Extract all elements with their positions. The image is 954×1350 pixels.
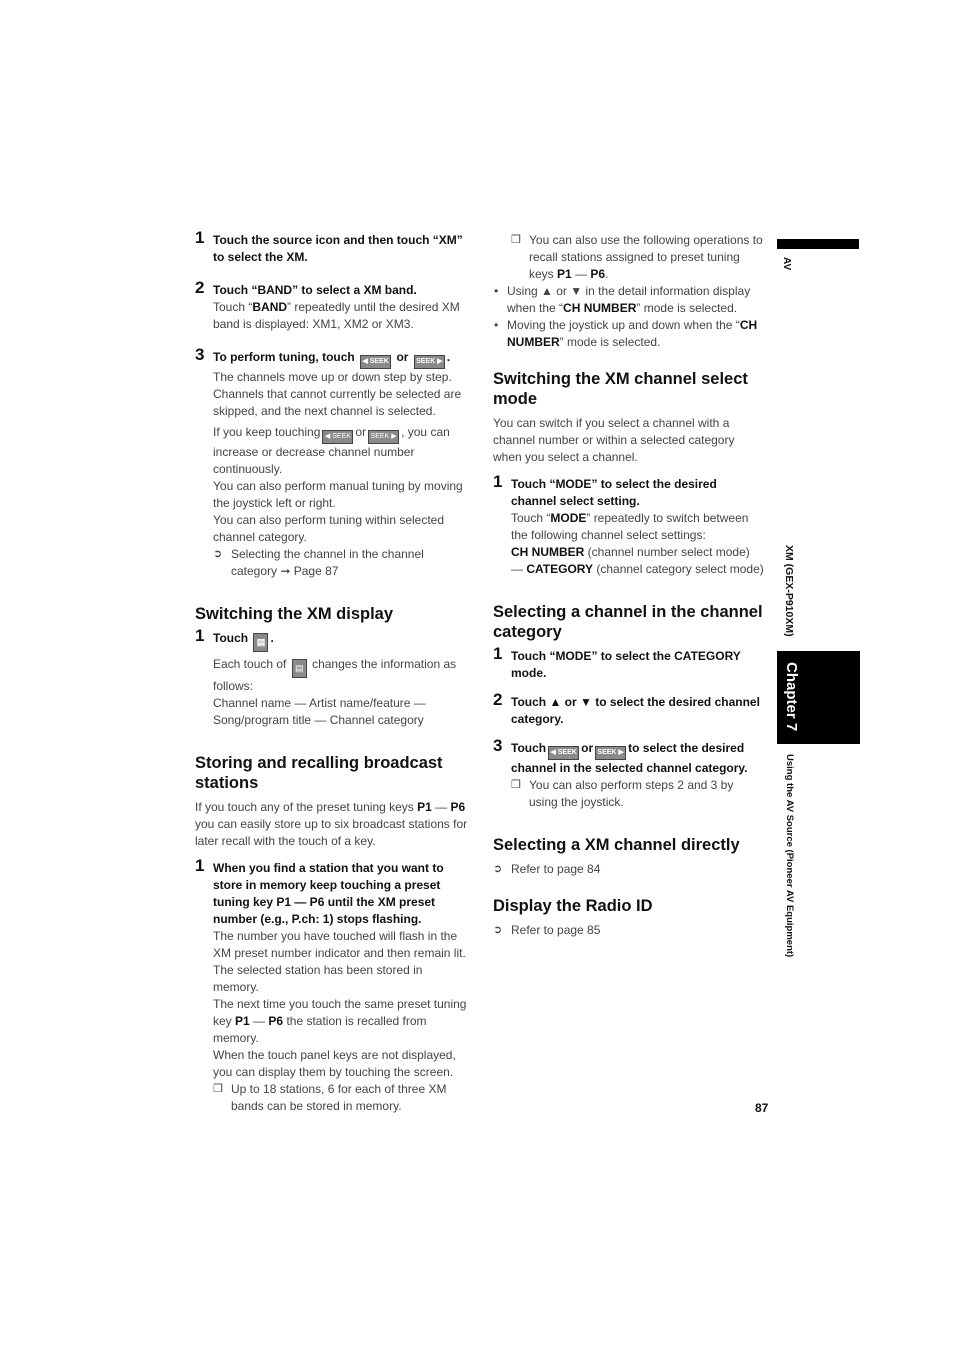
text: If you touch any of the preset tuning keys (195, 800, 414, 814)
step-description: When the touch panel keys are not displayed, you can display them by touching the screen. (213, 1048, 456, 1079)
text: . (446, 350, 451, 364)
seek-back-key-icon: ◀ SEEK (548, 746, 579, 760)
text: or (396, 350, 409, 364)
sidebar-section-label: Using the AV Source (Pioneer AV Equipment) (784, 754, 795, 958)
bullet-item (493, 317, 765, 351)
note-text (529, 233, 763, 281)
preset-key-label: P1 (235, 1014, 250, 1028)
step-number: 1 (195, 856, 205, 875)
text: — (253, 1014, 266, 1028)
section-heading-category: Selecting a channel in the channel category (493, 603, 763, 641)
reference-arrow-icon: ➲ (493, 924, 503, 936)
step-description: The channels move up or down step by step. Channels that cannot currently be selected are skipped, and the next channel is selected. (213, 370, 462, 418)
note-block (493, 232, 765, 283)
text: the station is recalled from memory. (213, 1014, 427, 1045)
section-intro (195, 799, 470, 850)
preset-key-label: P1 (417, 800, 432, 814)
cross-reference (493, 861, 765, 878)
note-box-icon: ❒ (511, 234, 521, 246)
text: Touch “ (511, 511, 551, 525)
step-number: 1 (195, 626, 205, 645)
text: — (575, 267, 588, 281)
display-key-icon: ▤ (292, 659, 307, 678)
text: ” repeatedly to switch between the following channel select settings: (511, 511, 749, 542)
section-intro: You can switch if you select a channel with a channel number or within a selected category when you select a channel. (493, 416, 735, 464)
step-2-band (195, 278, 470, 333)
cross-reference (213, 546, 470, 580)
preset-key-label: P6 (590, 267, 606, 281)
text: . (270, 631, 274, 645)
reference-arrow-icon: ➲ (493, 863, 503, 875)
text: . (605, 267, 609, 281)
step-text (511, 740, 765, 777)
mode-label: CH NUMBER (563, 301, 637, 315)
step-2-category (493, 690, 765, 728)
step-description: Channel name — Artist name/feature — Song/program title — Channel category (213, 696, 426, 727)
text: Using ▲ or ▼ in the detail information display when the “ (507, 284, 751, 315)
text: or (355, 425, 367, 439)
section-heading-direct: Selecting a XM channel directly (493, 836, 740, 854)
text: The next time you touch the same preset tuning key (213, 997, 467, 1028)
step-1-source (195, 228, 470, 266)
text: — (435, 800, 448, 814)
step-description: The number you have touched will flash in the XM preset number indicator and then remain lit. The selected station has been stored in memory. (213, 929, 466, 994)
text: , you can increase or decrease channel number continuously. (213, 425, 450, 476)
seek-forward-key-icon: SEEK ▶ (414, 355, 445, 369)
step-description (511, 544, 765, 578)
cross-reference (493, 922, 765, 939)
seek-forward-key-icon: SEEK ▶ (595, 746, 626, 760)
step-description (213, 656, 470, 695)
step-description: You can also perform manual tuning by moving the joystick left or right. (213, 479, 463, 510)
section-heading-display: Switching the XM display (195, 605, 394, 623)
step-3-tuning (195, 345, 470, 580)
text: Each touch of (213, 657, 287, 671)
note-text: You can also perform steps 2 and 3 by using the joystick. (529, 778, 734, 809)
step-description: You can also perform tuning within selected channel category. (213, 513, 445, 544)
section-heading-mode: Switching the XM channel select mode (493, 370, 748, 408)
step-description (213, 299, 470, 333)
bullet-item (493, 283, 765, 317)
text: Touch (213, 631, 249, 645)
step-description (511, 510, 765, 544)
note-box-icon: ❒ (511, 779, 521, 791)
seek-back-key-icon: ◀ SEEK (360, 355, 391, 369)
preset-key-label: P6 (268, 1014, 284, 1028)
step-number: 1 (195, 228, 205, 247)
mode-label: CATEGORY (526, 562, 594, 576)
left-column (195, 228, 470, 1121)
text: To perform tuning, touch (213, 350, 355, 364)
text: ” repeatedly until the desired XM band is displayed: XM1, XM2 or XM3. (213, 300, 460, 331)
step-number: 1 (493, 644, 503, 663)
seek-forward-key-icon: SEEK ▶ (368, 430, 399, 444)
reference-arrow-icon: ➲ (213, 548, 223, 560)
bullet-icon: • (494, 318, 499, 332)
preset-key-label: P6 (450, 800, 466, 814)
text: If you keep touching (213, 425, 321, 439)
step-1-mode (493, 472, 765, 578)
reference-text: Refer to page 84 (511, 862, 601, 876)
sidebar-av-label: AV (781, 257, 792, 271)
display-key-icon: ▤ (253, 633, 268, 652)
bullet-icon: • (494, 284, 499, 298)
step-description (213, 424, 470, 478)
step-number: 3 (195, 345, 205, 364)
text: (channel number select mode) — (511, 545, 750, 576)
step-text (213, 630, 470, 652)
note (511, 777, 765, 811)
section-heading-store: Storing and recalling broadcast stations (195, 754, 443, 792)
step-3-category (493, 736, 765, 811)
step-number: 1 (493, 472, 503, 491)
step-1-store (195, 856, 470, 1115)
text: Touch “ (213, 300, 253, 314)
text: or (581, 741, 594, 755)
mode-label: CH NUMBER (511, 545, 585, 559)
seek-back-key-icon: ◀ SEEK (322, 430, 353, 444)
text: You can also use the following operations to recall stations assigned to preset tuning keys (529, 233, 763, 281)
step-number: 2 (493, 690, 503, 709)
text: to select the desired channel in the selected channel category. (511, 741, 748, 775)
step-text: Touch the source icon and then touch “XM” to select the XM. (213, 233, 463, 264)
step-text: Touch “MODE” to select the desired channel select setting. (511, 477, 717, 508)
text: (channel category select mode) (593, 562, 764, 576)
band-label: BAND (252, 300, 288, 314)
text: ” mode is selected. (636, 301, 738, 315)
step-text: Touch ▲ or ▼ to select the desired channel category. (511, 695, 760, 726)
note (511, 232, 765, 283)
sidebar-xm-label: XM (GEX-P910XM) (783, 545, 795, 637)
step-1-display (195, 626, 470, 729)
section-heading-radio-id: Display the Radio ID (493, 897, 653, 915)
sidebar-top-bar (777, 239, 859, 249)
note (213, 1081, 470, 1115)
step-description (213, 996, 470, 1047)
reference-text: Selecting the channel in the channel category ➞ Page 87 (231, 547, 424, 578)
note-text: Up to 18 stations, 6 for each of three XM bands can be stored in memory. (231, 1082, 447, 1113)
page-number: 87 (755, 1101, 769, 1115)
mode-label: MODE (550, 511, 587, 525)
text: Moving the joystick up and down when the “ (507, 318, 740, 332)
mode-label: CH NUMBER (507, 318, 758, 349)
step-text: Touch “MODE” to select the CATEGORY mode. (511, 649, 741, 680)
step-number: 3 (493, 736, 503, 755)
note-box-icon: ❒ (213, 1083, 223, 1095)
text: changes the information as follows: (213, 657, 457, 693)
text: you can easily store up to six broadcast stations for later recall with the touch of a key. (195, 817, 468, 848)
step-number: 2 (195, 278, 205, 297)
chapter-label: Chapter 7 (783, 662, 800, 732)
step-text (213, 349, 470, 369)
step-text: Touch “BAND” to select a XM band. (213, 283, 417, 297)
right-column (493, 232, 765, 939)
step-text: When you find a station that you want to store in memory keep touching a preset tuning key P1 — P6 until the XM preset number (e.g., P.ch: 1) stops flashing. (213, 861, 444, 926)
text: ” mode is selected. (559, 335, 661, 349)
step-1-category (493, 644, 765, 682)
reference-text: Refer to page 85 (511, 923, 601, 937)
text: Touch (511, 741, 547, 755)
preset-key-label: P1 (557, 267, 572, 281)
